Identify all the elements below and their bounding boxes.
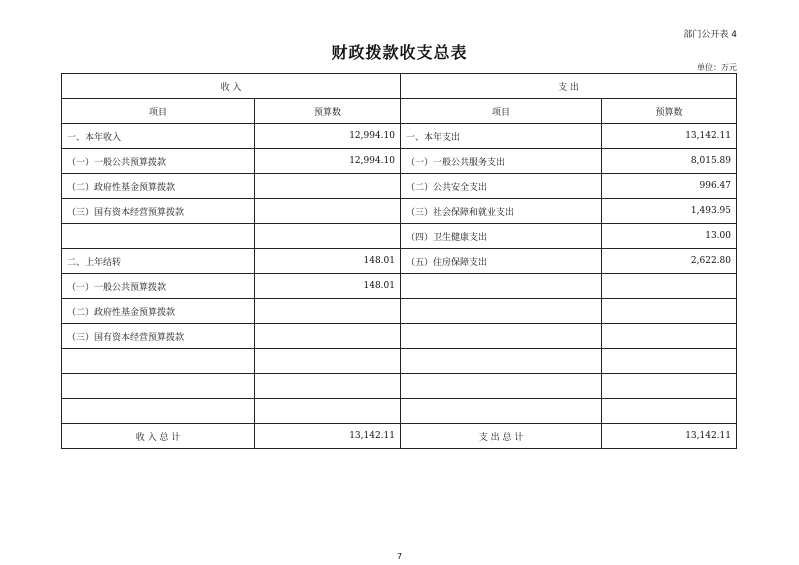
group-header-row — [62, 74, 737, 99]
income-item: （一）一般公共预算拨款 — [62, 149, 255, 174]
income-value: 148.01 — [255, 274, 401, 299]
income-item — [62, 224, 255, 249]
page-number: 7 — [396, 552, 403, 561]
expense-item: （一）一般公共服务支出 — [401, 149, 602, 174]
expense-item: 一、本年支出 — [401, 124, 602, 149]
table-row — [62, 374, 737, 399]
table-row — [62, 199, 737, 224]
page-title: 财政拨款收支总表 — [331, 43, 468, 62]
income-value — [255, 299, 401, 324]
expense-item — [401, 349, 602, 374]
expense-item — [401, 399, 602, 424]
table-row — [62, 324, 737, 349]
table-row — [62, 274, 737, 299]
expense-value — [602, 399, 737, 424]
income-item: （一）一般公共预算拨款 — [62, 274, 255, 299]
income-item: 一、本年收入 — [62, 124, 255, 149]
budget-summary-table — [61, 73, 737, 449]
expense-value: 13,142.11 — [602, 124, 737, 149]
totals-row — [62, 424, 737, 449]
table-row — [62, 249, 737, 274]
table-row — [62, 224, 737, 249]
income-value: 148.01 — [255, 249, 401, 274]
income-value — [255, 224, 401, 249]
income-group-header: 收 入 — [62, 74, 401, 99]
income-value: 12,994.10 — [255, 124, 401, 149]
expense-item: （四）卫生健康支出 — [401, 224, 602, 249]
expense-value — [602, 274, 737, 299]
income-total-value: 13,142.11 — [255, 424, 401, 449]
income-value — [255, 324, 401, 349]
income-item: （三）国有资本经营预算拨款 — [62, 199, 255, 224]
expense-item: （二）公共安全支出 — [401, 174, 602, 199]
expense-value — [602, 299, 737, 324]
expense-value — [602, 374, 737, 399]
unit-label: 单位：万元 — [697, 63, 737, 72]
income-item: （二）政府性基金预算拨款 — [62, 299, 255, 324]
expense-item: （三）社会保障和就业支出 — [401, 199, 602, 224]
income-item: 二、上年结转 — [62, 249, 255, 274]
expense-budget-header: 预算数 — [602, 99, 737, 124]
expense-value: 1,493.95 — [602, 199, 737, 224]
expense-item — [401, 274, 602, 299]
expense-item — [401, 374, 602, 399]
table-row — [62, 174, 737, 199]
table-row — [62, 349, 737, 374]
expense-value — [602, 349, 737, 374]
income-item — [62, 374, 255, 399]
income-item — [62, 399, 255, 424]
income-item: （三）国有资本经营预算拨款 — [62, 324, 255, 349]
table-row — [62, 399, 737, 424]
expense-value: 8,015.89 — [602, 149, 737, 174]
expense-value: 996.47 — [602, 174, 737, 199]
income-value — [255, 349, 401, 374]
form-number: 部门公开表 4 — [683, 30, 737, 40]
income-value — [255, 174, 401, 199]
income-item-header: 项目 — [62, 99, 255, 124]
table-row — [62, 299, 737, 324]
expense-value — [602, 324, 737, 349]
expense-total-label: 支 出 总 计 — [401, 424, 602, 449]
income-value — [255, 374, 401, 399]
expense-item-header: 项目 — [401, 99, 602, 124]
income-value — [255, 399, 401, 424]
income-budget-header: 预算数 — [255, 99, 401, 124]
expense-group-header: 支 出 — [401, 74, 737, 99]
income-total-label: 收 入 总 计 — [62, 424, 255, 449]
expense-value: 13.00 — [602, 224, 737, 249]
income-value: 12,994.10 — [255, 149, 401, 174]
expense-item: （五）住房保障支出 — [401, 249, 602, 274]
income-value — [255, 199, 401, 224]
expense-value: 2,622.80 — [602, 249, 737, 274]
expense-item — [401, 324, 602, 349]
income-item: （二）政府性基金预算拨款 — [62, 174, 255, 199]
income-item — [62, 349, 255, 374]
table-row — [62, 149, 737, 174]
expense-item — [401, 299, 602, 324]
expense-total-value: 13,142.11 — [602, 424, 737, 449]
table-row — [62, 124, 737, 149]
column-header-row — [62, 99, 737, 124]
